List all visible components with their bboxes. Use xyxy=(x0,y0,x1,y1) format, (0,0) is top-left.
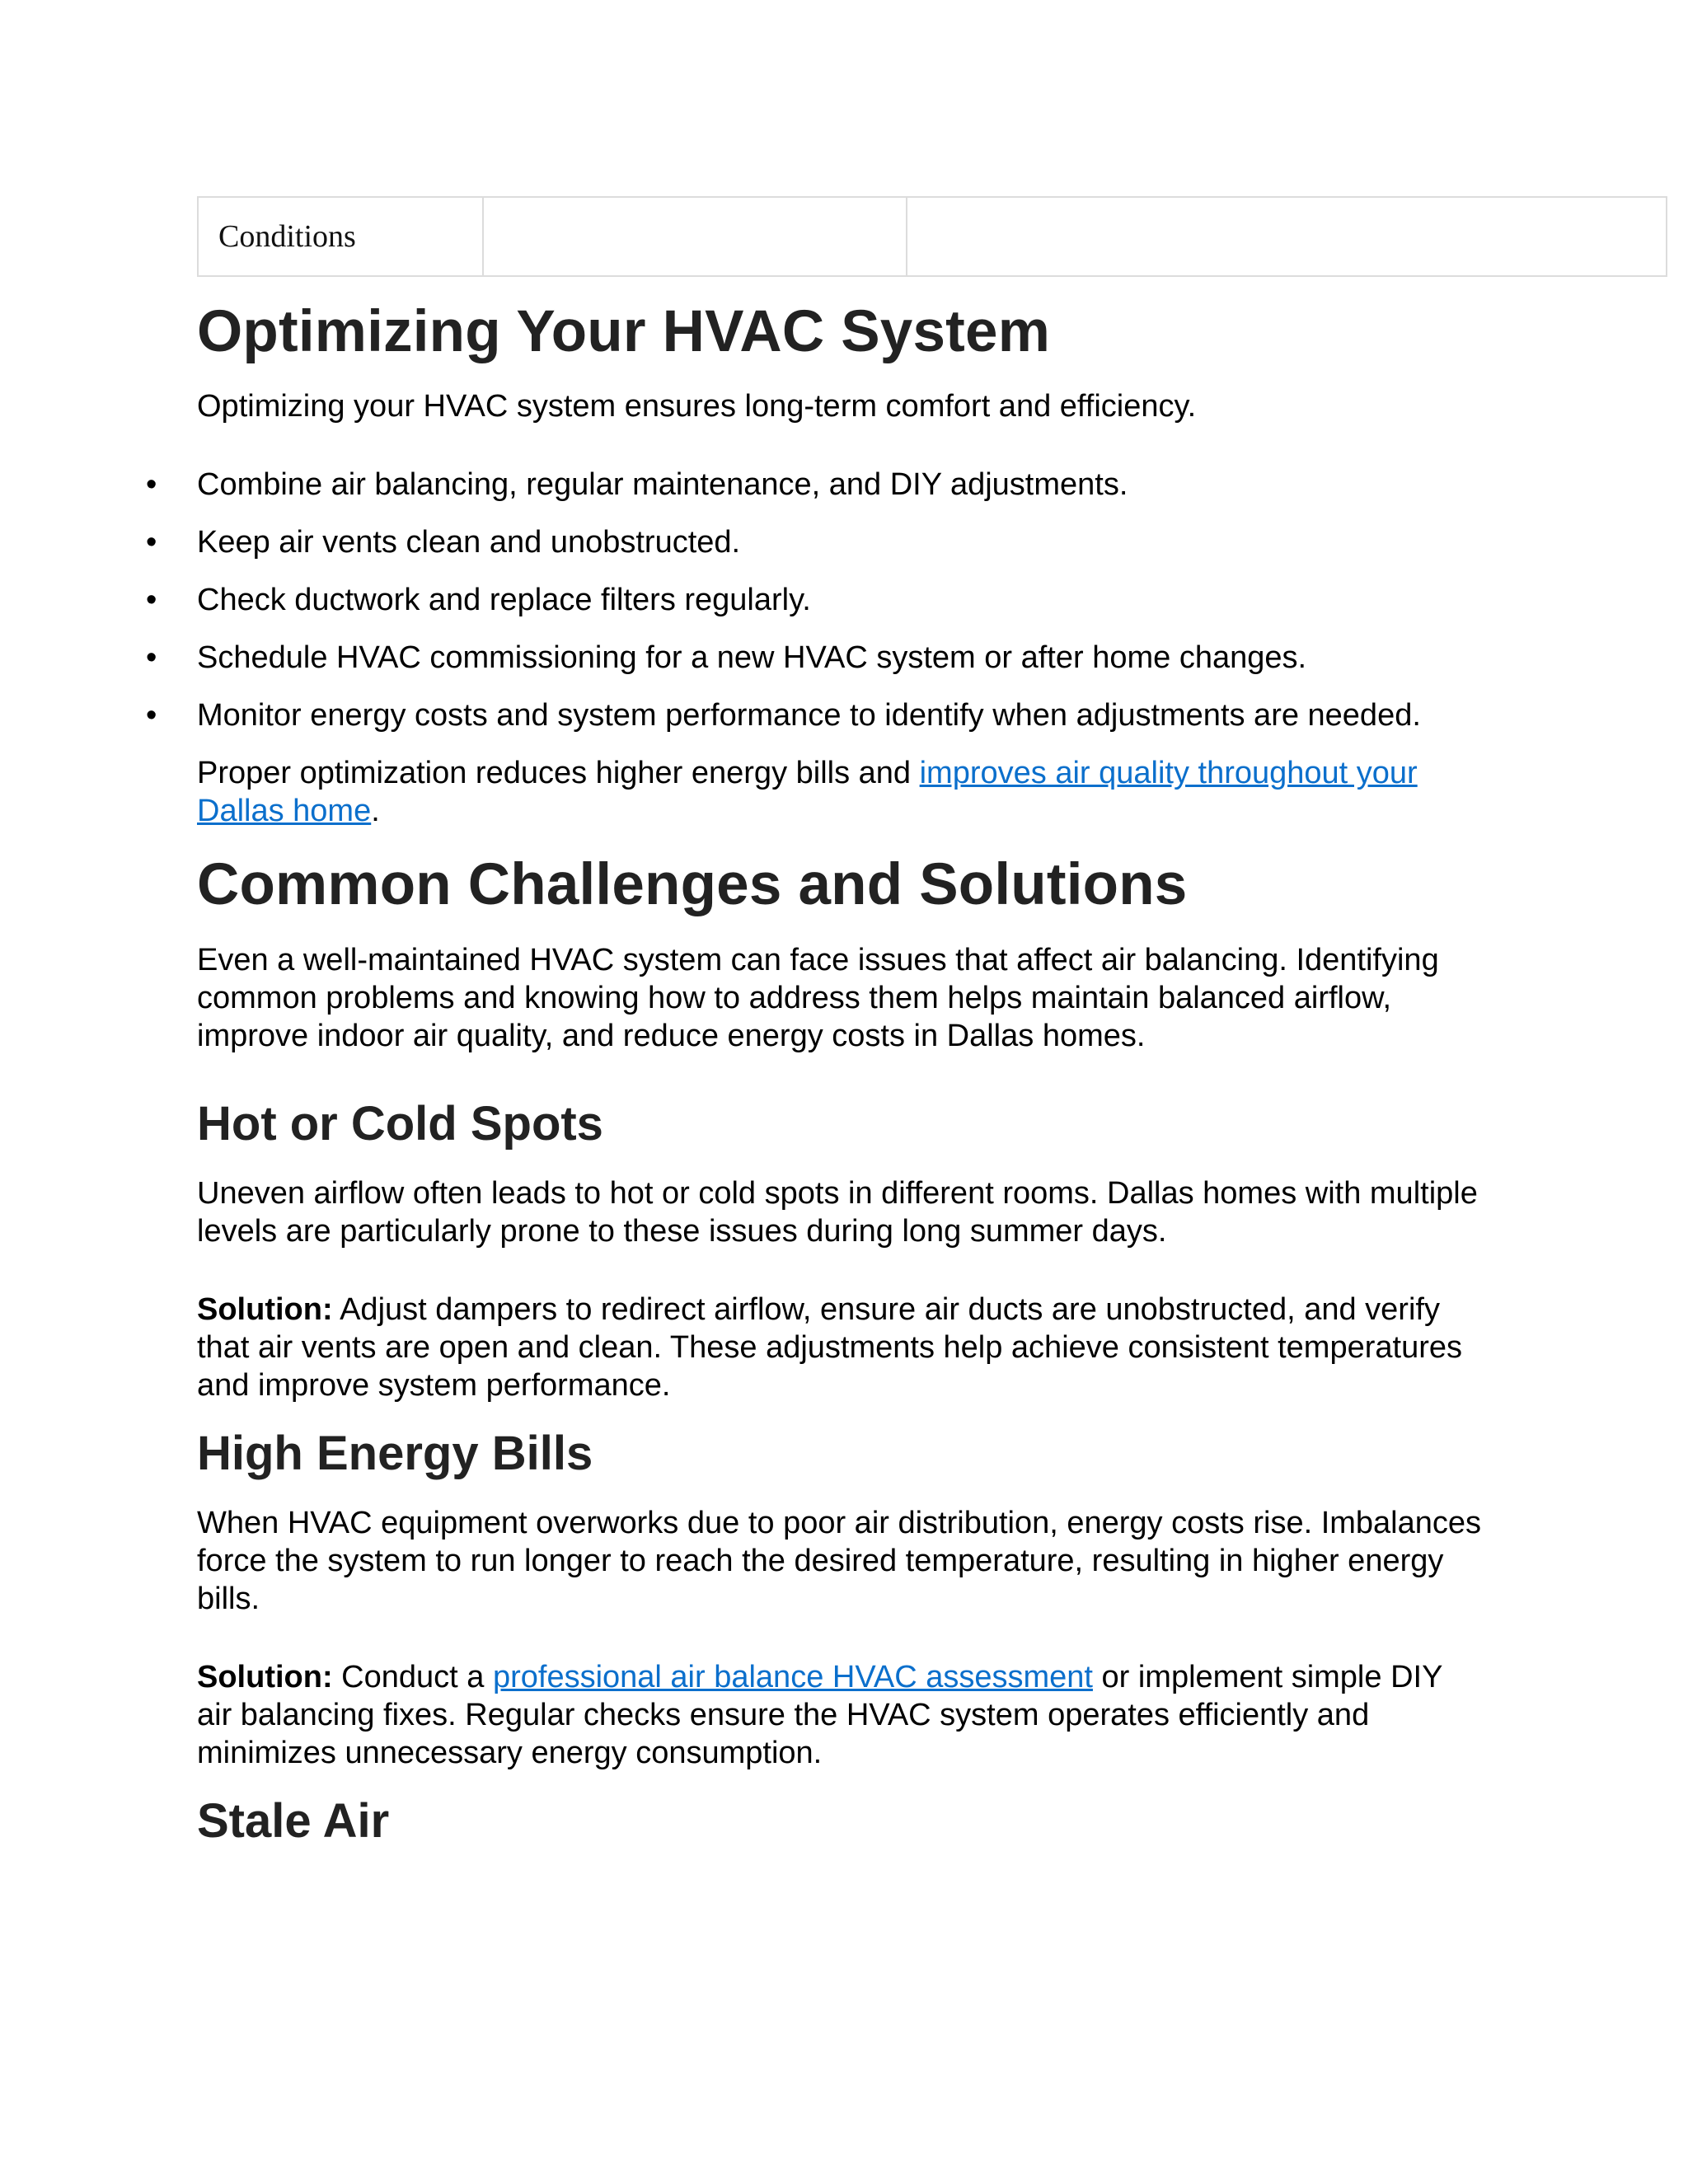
bullet-icon: • xyxy=(146,583,157,617)
table-cell-conditions: Conditions xyxy=(198,197,483,276)
list-item: • Monitor energy costs and system performance to identify when adjustments are needed. xyxy=(146,698,1421,733)
solution-label: Solution: xyxy=(197,1660,333,1694)
bullet-icon: • xyxy=(146,640,157,675)
energy-bills-body: When HVAC equipment overworks due to poor air distribution, energy costs rise. Imbalances force the system to run longer to reach the desired temperature, resulting in higher energy bills. xyxy=(197,1506,1482,1616)
air-quality-link[interactable]: improves air quality throughout your Dallas home xyxy=(197,756,1418,828)
heading-optimizing: Optimizing Your HVAC System xyxy=(197,299,1051,364)
challenges-intro: Even a well-maintained HVAC system can face issues that affect air balancing. Identifying common problems and knowing how to address them helps maintain balanced airflow, improve indoor air quality, and reduce energy costs in Dallas homes. xyxy=(197,943,1439,1053)
list-item: • Combine air balancing, regular maintenance, and DIY adjustments. xyxy=(146,467,1128,502)
list-item: • Keep air vents clean and unobstructed. xyxy=(146,525,741,560)
bullet-icon: • xyxy=(146,525,157,560)
list-item: • Check ductwork and replace filters regularly. xyxy=(146,583,811,617)
air-balance-assessment-link[interactable]: professional air balance HVAC assessment xyxy=(492,1660,1093,1694)
conditions-table xyxy=(197,196,1667,277)
optimizing-intro: Optimizing your HVAC system ensures long-term comfort and efficiency. xyxy=(197,389,1197,424)
hot-cold-solution: Solution: Adjust dampers to redirect airflow, ensure air ducts are unobstructed, and verify that air vents are open and clean. These adjustments help achieve consistent temperatures and improve system performance. xyxy=(197,1292,1462,1403)
heading-high-energy-bills: High Energy Bills xyxy=(197,1427,593,1480)
table-cell-empty xyxy=(483,197,907,276)
table-row xyxy=(198,197,1667,276)
optimization-tips-list xyxy=(146,466,1483,734)
bullet-icon: • xyxy=(146,467,157,502)
list-item: • Schedule HVAC commissioning for a new HVAC system or after home changes. xyxy=(146,640,1307,675)
bullet-icon: • xyxy=(146,698,157,733)
heading-common-challenges: Common Challenges and Solutions xyxy=(197,852,1188,917)
hot-cold-body: Uneven airflow often leads to hot or cold spots in different rooms. Dallas homes with multiple levels are particularly prone to these issues during long summer days. xyxy=(197,1176,1478,1249)
energy-bills-solution: Solution: Conduct a professional air balance HVAC assessment or implement simple DIY air balancing fixes. Regular checks ensure the HVAC system operates efficiently and minimizes unnecessary energy consumption. xyxy=(197,1660,1442,1770)
optimizing-outro: Proper optimization reduces higher energy bills and improves air quality throughout your Dallas home. xyxy=(197,756,1418,828)
table-cell-empty xyxy=(907,197,1667,276)
solution-label: Solution: xyxy=(197,1292,333,1327)
heading-stale-air: Stale Air xyxy=(197,1794,390,1848)
article-content xyxy=(146,297,1483,1851)
heading-hot-cold-spots: Hot or Cold Spots xyxy=(197,1097,603,1151)
